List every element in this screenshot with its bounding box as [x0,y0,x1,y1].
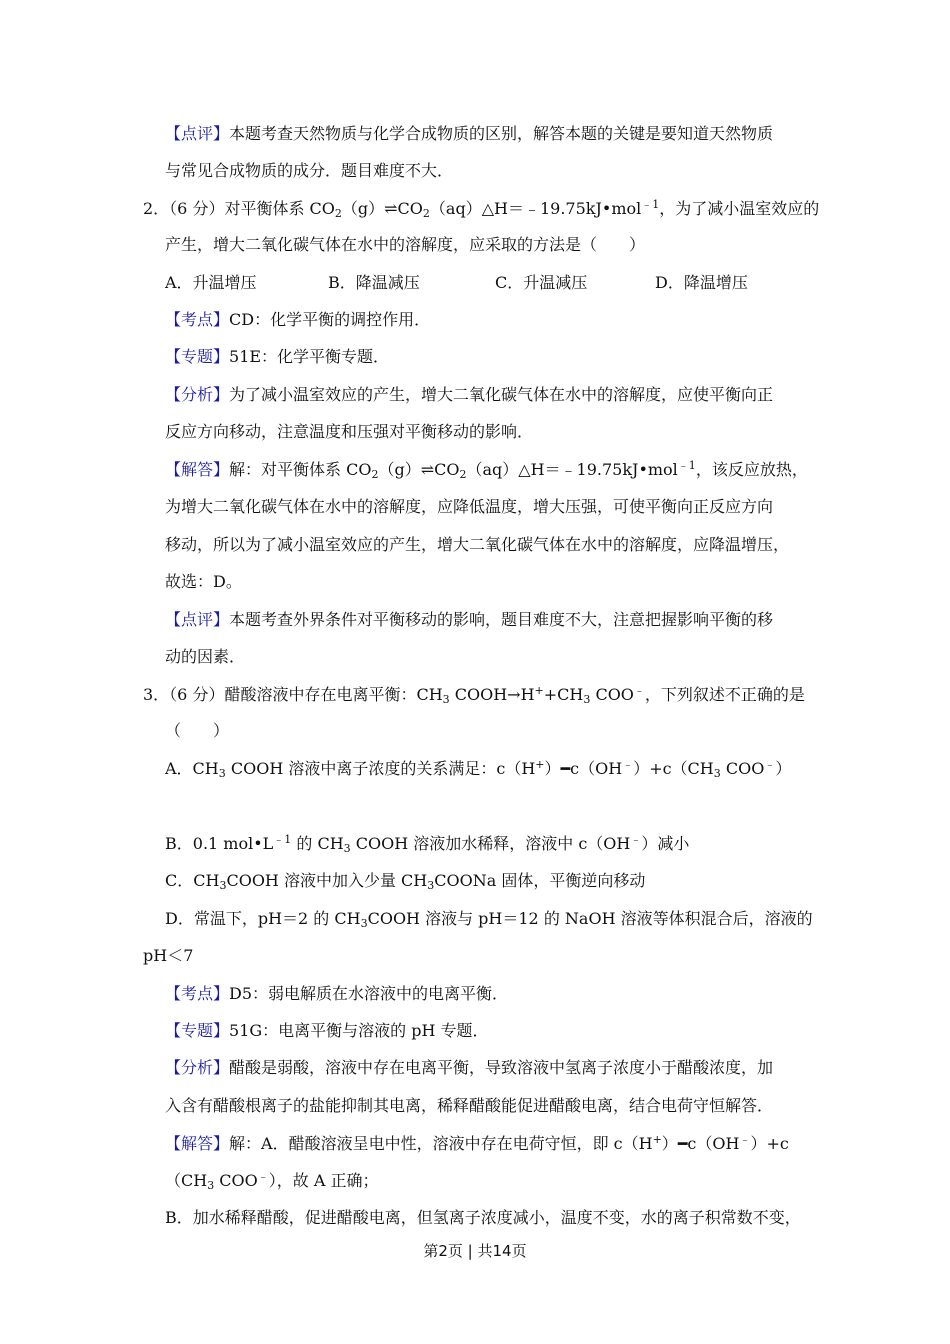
q3-topic: 【专题】51G：电离平衡与溶液的 pH 专题． [165,1021,489,1040]
q3-option-b: B．0.1 $mol•L^{﹣1}$ 的 $CH_3$ COOH 溶液加水稀释，溶液中 c（OH﹣）减小 [165,833,690,855]
review-tag: 【点评】 [165,124,230,143]
q2-stem-line-1: 2．（6 分）对平衡体系 $CO_2(g)\rightleftharpoons CO_2(aq)\triangle H=﹣19.75kJ•mol^{﹣1}$，为了减小温室效应的 [143,198,820,220]
q3-stem-line-1: 3．（6 分）醋酸溶液中存在电离平衡：$CH_3$ $COOH\to H^++CH_3$ COO﹣，下列叙述不正确的是 [143,684,805,706]
q2-point: 【考点】CD：化学平衡的调控作用． [165,310,431,329]
q2-review-line-1: 【点评】本题考查外界条件对平衡移动的影响，题目难度不大，注意把握影响平衡的移 [165,610,774,629]
q2-option-b: B．降温减压 [328,273,420,292]
q2-solution-line-4: 故选：D。 [165,572,242,591]
q3-option-d-line-2: pH＜7 [143,946,194,965]
q2-options [165,272,748,294]
q2-analysis-line-2: 反应方向移动，注意温度和压强对平衡移动的影响． [165,422,534,441]
q2-topic: 【专题】51E：化学平衡专题． [165,347,390,366]
q3-stem-line-2: （ ） [165,721,230,740]
q2-option-d: D．降温增压 [655,273,748,292]
q1-review-line-1: 【点评】本题考查天然物质与化学合成物质的区别，解答本题的关键是要知道天然物质 [165,124,774,143]
q2-option-c: C．升温减压 [495,273,588,292]
q2-solution-line-1: 【解答】解：对平衡体系 $CO_2(g)\rightleftharpoons CO_2(aq)\triangle H=﹣19.75kJ•mol^{﹣1}$，该反应放热， [165,459,808,481]
q3-option-d-line-1: D．常温下，pH＝2 的 $CH_3COOH$ 溶液与 pH＝12 的 NaOH 溶液等体积混合后，溶液的 [165,909,813,930]
q2-solution-line-2: 为增大二氧化碳气体在水中的溶解度，应降低温度，增大压强，可使平衡向正反应方向 [165,497,774,516]
q3-solution-line-3: B．加水稀释醋酸，促进醋酸电离，但氢离子浓度减小，温度不变，水的离子积常数不变， [165,1208,801,1227]
q3-analysis-line-2: 入含有醋酸根离子的盐能抑制其电离，稀释醋酸能促进醋酸电离，结合电荷守恒解答． [165,1096,774,1115]
q3-option-c: C．$CH_3COOH$ 溶液中加入少量 $CH_3COONa$ 固体，平衡逆向移动 [165,871,646,892]
q3-point: 【考点】D5：弱电解质在水溶液中的电离平衡． [165,984,509,1003]
q2-review-line-2: 动的因素． [165,647,246,666]
q2-solution-line-3: 移动，所以为了减小温室效应的产生，增大二氧化碳气体在水中的溶解度，应降温增压， [165,535,790,554]
page-footer: 第2页 | 共14页 [423,1242,527,1260]
q1-review-line-2: 与常见合成物质的成分．题目难度不大． [165,161,454,180]
q3-option-a: A．$CH_3$ COOH 溶液中离子浓度的关系满足：$c(H^+)━c(OH^﹣)+c(CH_3$ COO﹣） [165,758,792,780]
q3-analysis-line-1: 【分析】醋酸是弱酸，溶液中存在电离平衡，导致溶液中氢离子浓度小于醋酸浓度，加 [165,1058,774,1077]
q2-stem-line-2: 产生，增大二氧化碳气体在水中的溶解度，应采取的方法是（ ） [165,235,646,254]
q3-solution-line-1: 【解答】解：A．醋酸溶液呈电中性，溶液中存在电荷守恒，即 c（H+）━c（OH﹣）+c [165,1133,789,1153]
q2-option-a: A．升温增压 [165,273,257,292]
q2-analysis-line-1: 【分析】为了减小温室效应的产生，增大二氧化碳气体在水中的溶解度，应使平衡向正 [165,385,774,404]
q3-solution-line-2: （$CH_3$ COO﹣），故 A 正确； [165,1170,379,1192]
